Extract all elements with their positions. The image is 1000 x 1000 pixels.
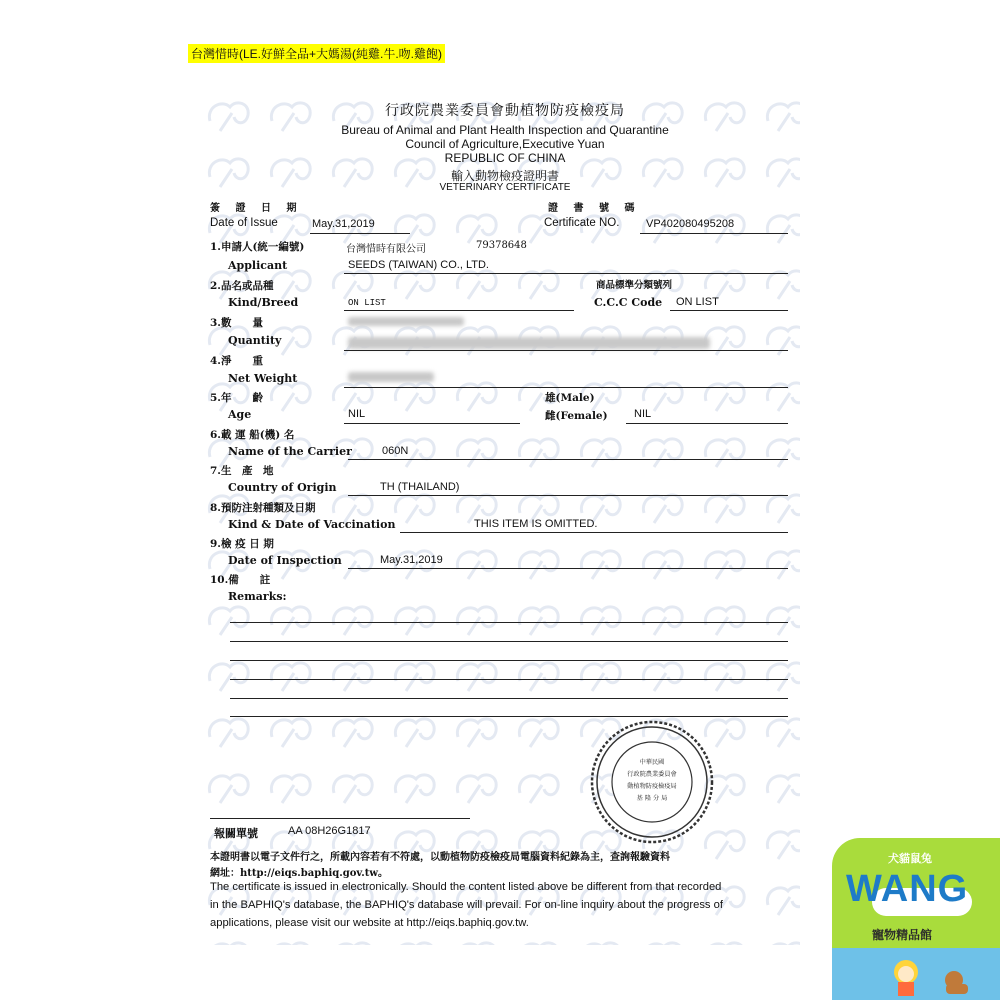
vaccination-value: THIS ITEM IS OMITTED.: [474, 518, 598, 530]
official-seal-stamp: [590, 720, 714, 844]
logo-top-text: 犬貓鼠兔: [888, 853, 932, 865]
quantity-label-zh: 3.數 量: [210, 317, 263, 329]
age-value: NIL: [348, 408, 366, 420]
certificate-title-en: VETERINARY CERTIFICATE: [439, 182, 571, 193]
remarks-line-2: [230, 641, 788, 642]
age-label-zh: 5.年 齡: [210, 392, 263, 404]
remarks-line-1: [230, 622, 788, 623]
carrier-label-zh: 6.載 運 船(機) 名: [210, 429, 295, 441]
kind-label-en: Kind/Breed: [228, 296, 299, 309]
vaccination-label-zh: 8.預防注射種類及日期: [210, 502, 316, 514]
vaccination-label-en: Kind & Date of Vaccination: [228, 518, 396, 531]
issue-date-value: May.31,2019: [312, 218, 375, 230]
ccc-label-en: C.C.C Code: [594, 296, 663, 309]
certificate-no-value: VP402080495208: [646, 218, 735, 230]
net-weight-redacted: [348, 372, 434, 382]
sex-value: NIL: [634, 408, 652, 420]
applicant-id-value: 79378648: [476, 240, 527, 251]
quantity-redacted-line-1: [348, 317, 464, 326]
logo-girl-dog-icon: [876, 950, 986, 998]
age-label-en: Age: [228, 408, 252, 421]
female-label: 雌(Female): [545, 410, 608, 422]
inspection-value: May.31,2019: [380, 554, 443, 566]
ccc-label-zh: 商品標準分類號列: [596, 280, 673, 291]
logo-sub-text: 寵物精品館: [872, 928, 933, 942]
footer-en-line-3: applications, please visit our website at http://eiqs.baphiq.gov.tw.: [210, 917, 529, 929]
seal-line-4: 基 隆 分 局: [636, 795, 668, 802]
bureau-title-en: Bureau of Animal and Plant Health Inspection and Quarantine: [341, 123, 669, 137]
applicant-label-zh: 1.申請人(統一編號): [210, 241, 305, 253]
quantity-label-en: Quantity: [228, 334, 282, 347]
carrier-label-en: Name of the Carrier: [228, 445, 352, 458]
kind-value: ON LIST: [348, 298, 386, 308]
customs-value: AA 08H26G1817: [288, 825, 371, 837]
remarks-label-zh: 10.備 註: [210, 574, 271, 586]
certificate-title-zh: 輸入動物檢疫證明書: [450, 169, 559, 183]
bureau-title-zh: 行政院農業委員會動植物防疫檢疫局: [385, 103, 625, 119]
certificate-no-label-en: Certificate NO.: [544, 217, 620, 229]
origin-value: TH (THAILAND): [380, 481, 460, 493]
origin-label-zh: 7.生 產 地: [210, 465, 274, 477]
seal-line-2: 行政院農業委員會: [627, 771, 677, 778]
remarks-line-5: [230, 698, 788, 699]
kind-label-zh: 2.品名或品種: [210, 280, 274, 292]
applicant-value: SEEDS (TAIWAN) CO., LTD.: [348, 259, 489, 271]
customs-label: 報關單號: [214, 827, 258, 840]
footer-zh-line-2: 網址：http://eiqs.baphiq.gov.tw。: [210, 868, 388, 879]
logo-brand-text: WANG: [846, 868, 969, 910]
footer-en-line-2: in the BAPHIQ's database, the BAPHIQ's database will prevail. For on-line inquiry about the progress of: [210, 899, 723, 911]
net-weight-label-zh: 4.淨 重: [210, 355, 263, 367]
seal-line-3: 動植物防疫檢疫局: [627, 783, 677, 790]
carrier-value: 060N: [382, 445, 409, 457]
origin-label-en: Country of Origin: [228, 481, 337, 494]
inspection-label-en: Date of Inspection: [228, 554, 342, 567]
applicant-value-zh: 台灣惜時有限公司: [346, 244, 426, 255]
quantity-redacted-line-2: [348, 337, 710, 349]
footer-en-line-1: The certificate is issued in electronically. Should the content listed above be different from that recorded: [210, 881, 722, 893]
council-name: Council of Agriculture,Executive Yuan: [405, 137, 605, 151]
issue-date-label-zh: 簽 證 日 期: [210, 203, 303, 214]
remarks-line-3: [230, 660, 788, 661]
inspection-label-zh: 9.檢 疫 日 期: [210, 538, 274, 550]
footer-zh-line-1: 本證明書以電子文件行之，所載內容若有不符處，以動植物防疫檢疫局電腦資料紀錄為主，查詢報驗資料: [210, 852, 670, 863]
wang-shop-logo: [832, 838, 1000, 1000]
country-name: REPUBLIC OF CHINA: [444, 151, 566, 165]
certificate-no-label-zh: 證 書 號 碼: [548, 203, 641, 214]
remarks-line-4: [230, 679, 788, 680]
top-label-text: 台灣惜時(LE.好鮮全品+大媽湯(純雞.牛.吻.雞飽): [191, 47, 443, 61]
seal-line-1: 中華民國: [639, 759, 665, 766]
ccc-value: ON LIST: [676, 296, 719, 308]
issue-date-label-en: Date of Issue: [210, 217, 278, 229]
male-label: 雄(Male): [545, 392, 595, 404]
net-weight-label-en: Net Weight: [228, 372, 298, 385]
remarks-label-en: Remarks:: [228, 590, 287, 603]
remarks-line-6: [230, 716, 788, 717]
applicant-label-en: Applicant: [228, 259, 288, 272]
top-highlight-label: [188, 44, 445, 63]
